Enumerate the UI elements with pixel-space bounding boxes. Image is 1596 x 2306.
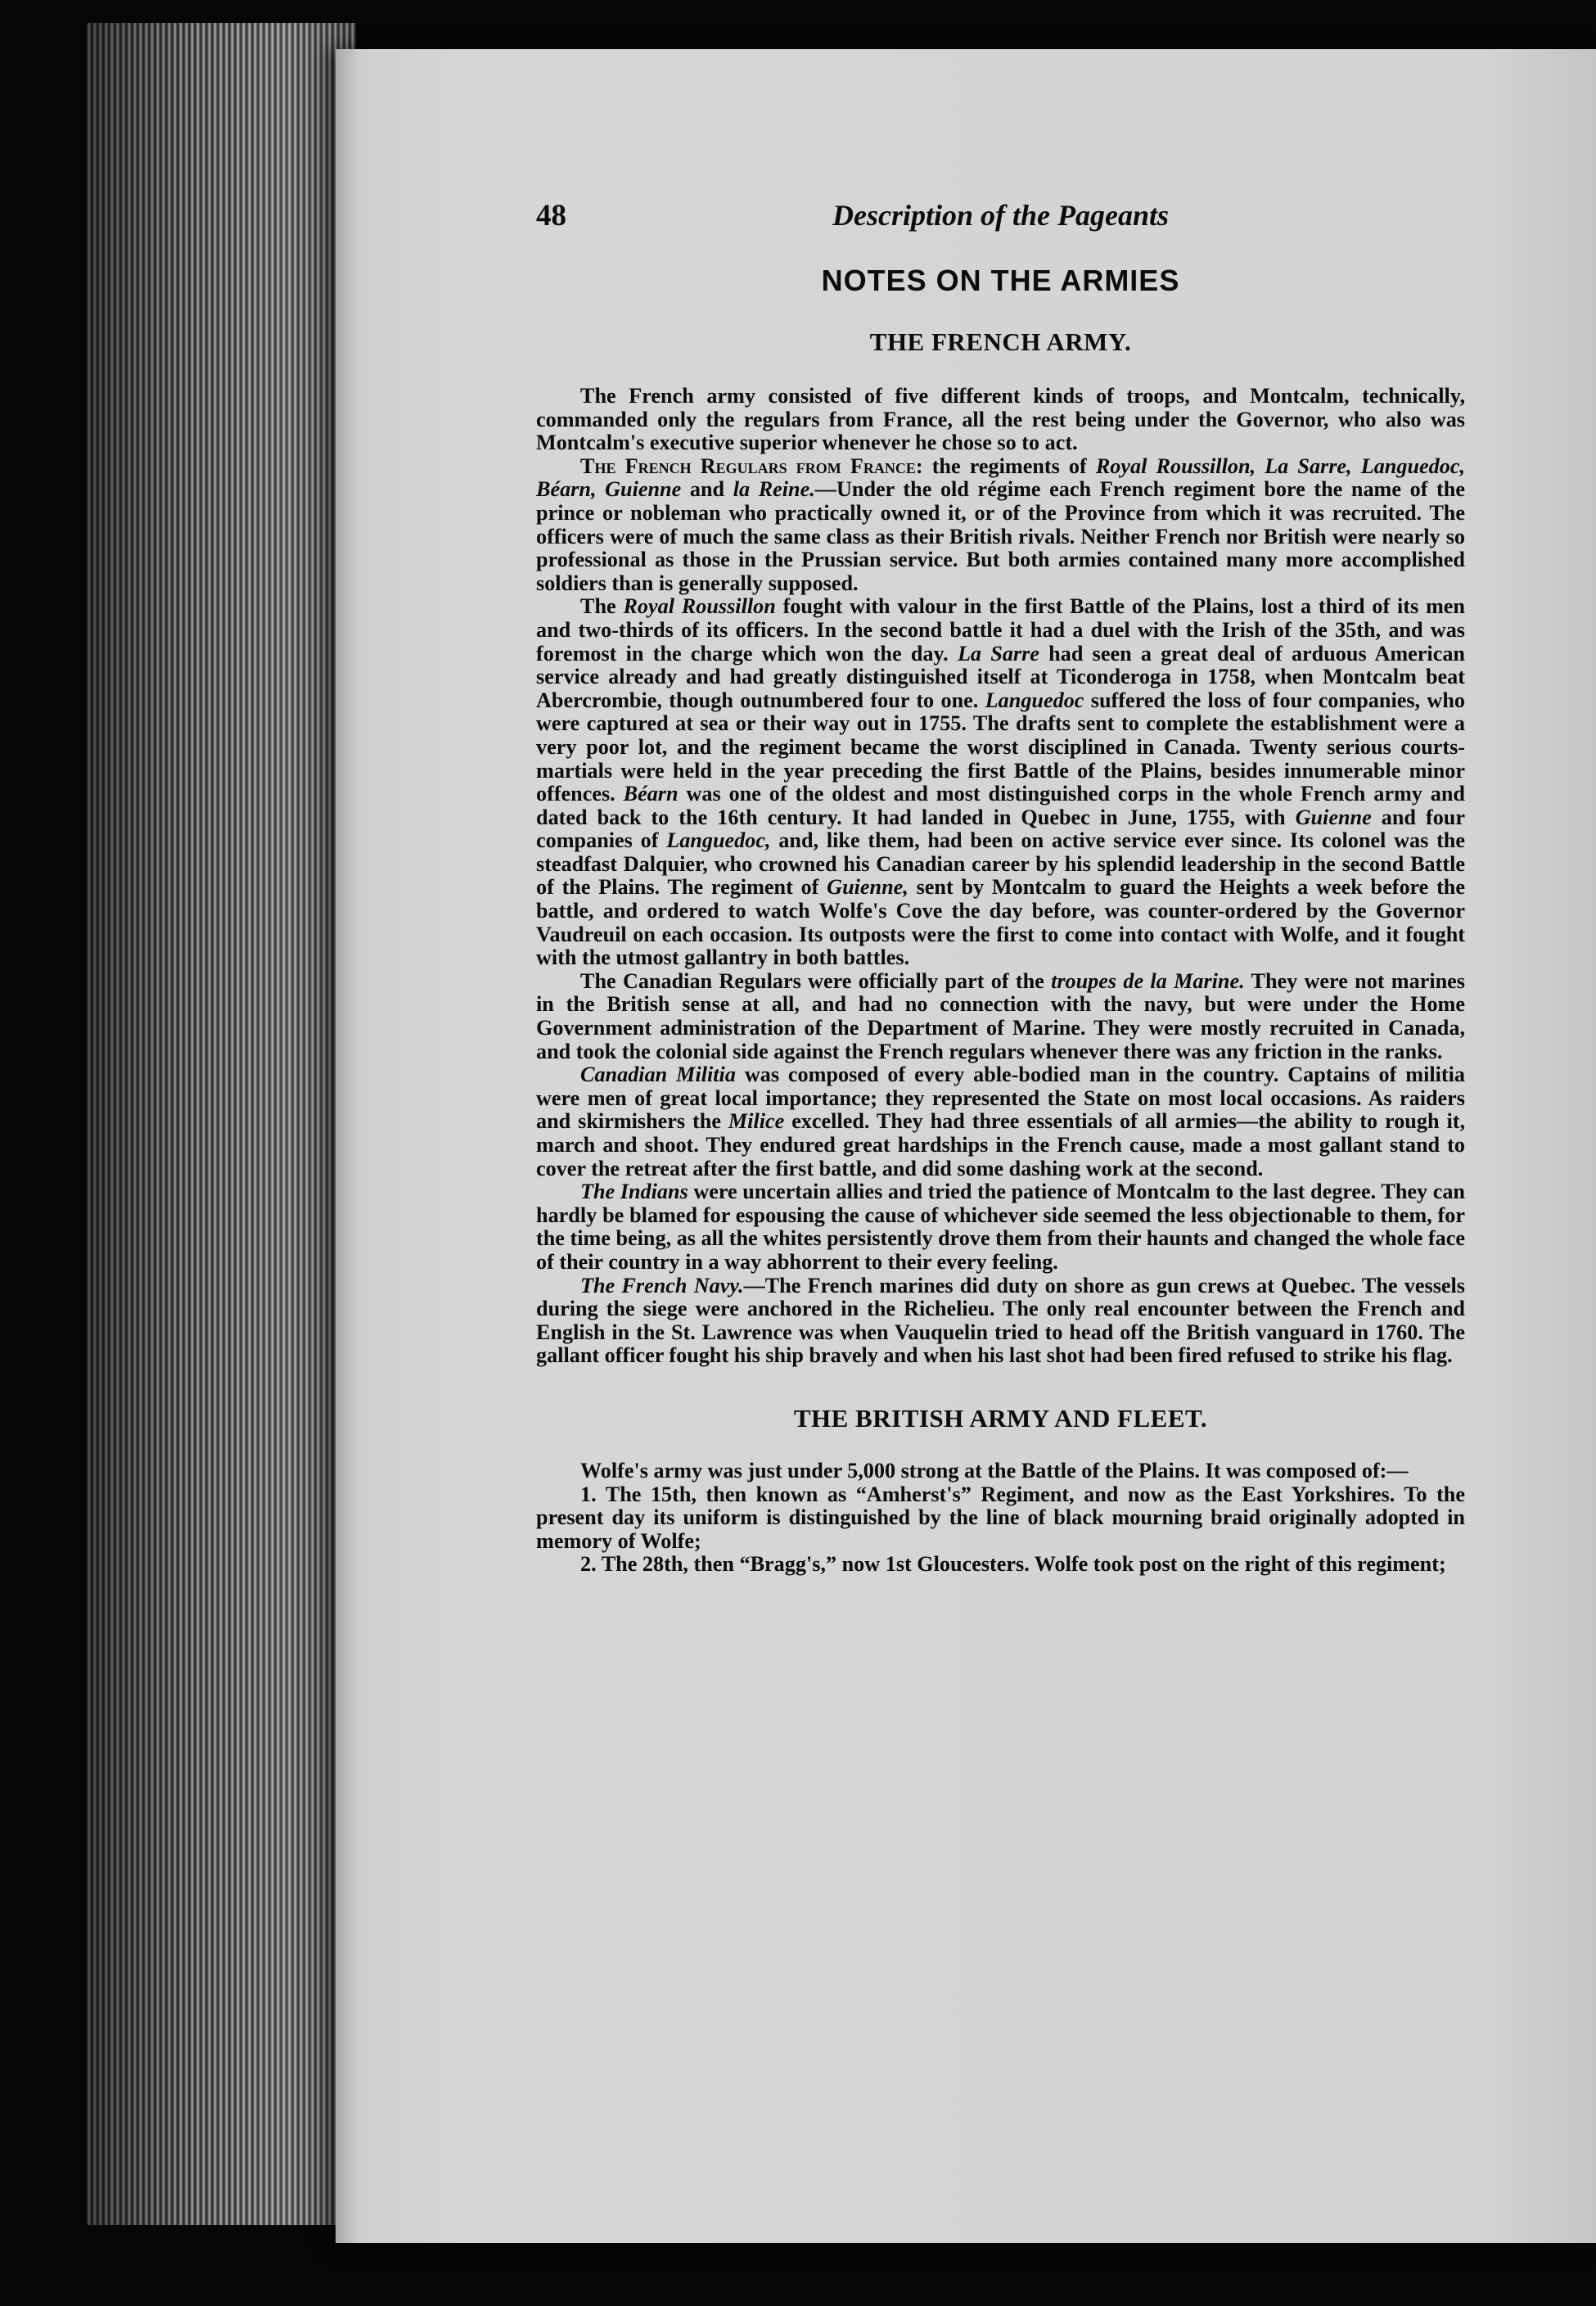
running-title: Description of the Pageants [832, 199, 1169, 232]
section-heading-french-army: THE FRENCH ARMY. [869, 327, 1132, 356]
paragraph-indians: The Indians were uncertain allies and tried the patience of Montcalm to the last degree. They can hardly be blamed for espousing the cause of whichever side seemed the less objectionable to them, for the time being, as all the whites persistently drove them from their haunts and changed the whole face of their country in a way abhorrent to their every feeling. [536, 1180, 1465, 1274]
book-page-edges [86, 23, 356, 2225]
paragraph-canadian-militia: Canadian Militia was composed of every able-bodied man in the country. Captains of militia were men of great local importance; they represented the State on most local occasions. As raiders and skirmishers the Milice excelled. They had three essentials of all armies—the ability to rough it, march and shoot. They endured great hardships in the French cause, made a most gallant stand to cover the retreat after the first battle, and did some dashing work at the second. [536, 1063, 1465, 1180]
paragraph-french-regiments: The Royal Roussillon fought with valour in the first Battle of the Plains, lost a third of its men and two-thirds of its officers. In the second battle it had a duel with the Irish of the 35th, and was foremost in the charge which won the day. La Sarre had seen a great deal of arduous American service already and had greatly distinguished itself at Ticonderoga in 1758, when Montcalm beat Abercrombie, though outnumbered four to one. Languedoc suffered the loss of four companies, who were captured at sea or their way out in 1755. The drafts sent to complete the establishment were a very poor lot, and the regiment became the worst disciplined in Canada. Twenty serious courts-martials were held in the year preceding the first Battle of the Plains, besides innumerable minor offences. Béarn was one of the oldest and most distinguished corps in the whole French army and dated back to the 16th century. It had landed in Quebec in June, 1755, with Guienne and four companies of Languedoc, and, like them, had been on active service ever since. Its colonel was the steadfast Dalquier, who crowned his Canadian career by his splendid leadership in the second Battle of the Plains. The regiment of Guienne, sent by Montcalm to guard the Heights a week before the battle, and ordered to watch Wolfe's Cove the day before, was counter-ordered by the Governor Vaudreuil on each occasion. Its outposts were the first to come into contact with Wolfe, and it fought with the utmost gallantry in both battles. [536, 594, 1465, 970]
page-number: 48 [536, 199, 566, 232]
paragraph-british-item-2: 2. The 28th, then “Bragg's,” now 1st Gloucesters. Wolfe took post on the right of this regiment; [580, 1552, 1446, 1577]
run-in-heading: The French Regulars from France: [580, 454, 923, 478]
paragraph-british-item-1: 1. The 15th, then known as “Amherst's” Regiment, and now as the East Yorkshires. To the present day its uniform is distinguished by the line of black mourning braid originally adopted in memory of Wolfe; [536, 1482, 1465, 1553]
page-content [536, 198, 1465, 1577]
section-heading-british-army: THE BRITISH ARMY AND FLEET. [793, 1403, 1208, 1433]
paragraph-french-navy: The French Navy.—The French marines did duty on shore as gun crews at Quebec. The vessels during the siege were anchored in the Richelieu. The only real encounter between the French and English in the St. Lawrence was when Vauquelin tried to head off the British vanguard in 1760. The gallant officer fought his ship bravely and when his last shot had been fired refused to strike his flag. [536, 1273, 1465, 1368]
main-title: NOTES ON THE ARMIES [821, 264, 1180, 297]
paragraph-french-intro: The French army consisted of five different kinds of troops, and Montcalm, technically, commanded only the regulars from France, all the rest being under the Governor, who also was Montcalm's executive superior whenever he chose so to act. [536, 384, 1465, 455]
paragraph-british-intro: Wolfe's army was just under 5,000 strong at the Battle of the Plains. It was composed of:— [580, 1458, 1409, 1482]
paragraph-canadian-regulars: The Canadian Regulars were officially part of the troupes de la Marine. They were not marines in the British sense at all, and had no connection with the navy, but were under the Home Government administration of the Department of Marine. They were mostly recruited in Canada, and took the colonial side against the French regulars whenever there was any friction in the ranks. [536, 968, 1465, 1063]
book-page [336, 49, 1596, 2243]
paragraph-french-regulars: The French Regulars from France: the regiments of Royal Roussillon, La Sarre, Languedoc, Béarn, Guienne and la Reine.—Under the old régime each French regiment bore the name of the prince or nobleman who practically owned it, or of the Province from which it was recruited. The officers were of much the same class as their British rivals. Neither French nor British were nearly so professional as those in the Prussian service. But both armies contained many more accomplished soldiers than is generally supposed. [536, 454, 1465, 595]
running-head [536, 198, 1465, 247]
